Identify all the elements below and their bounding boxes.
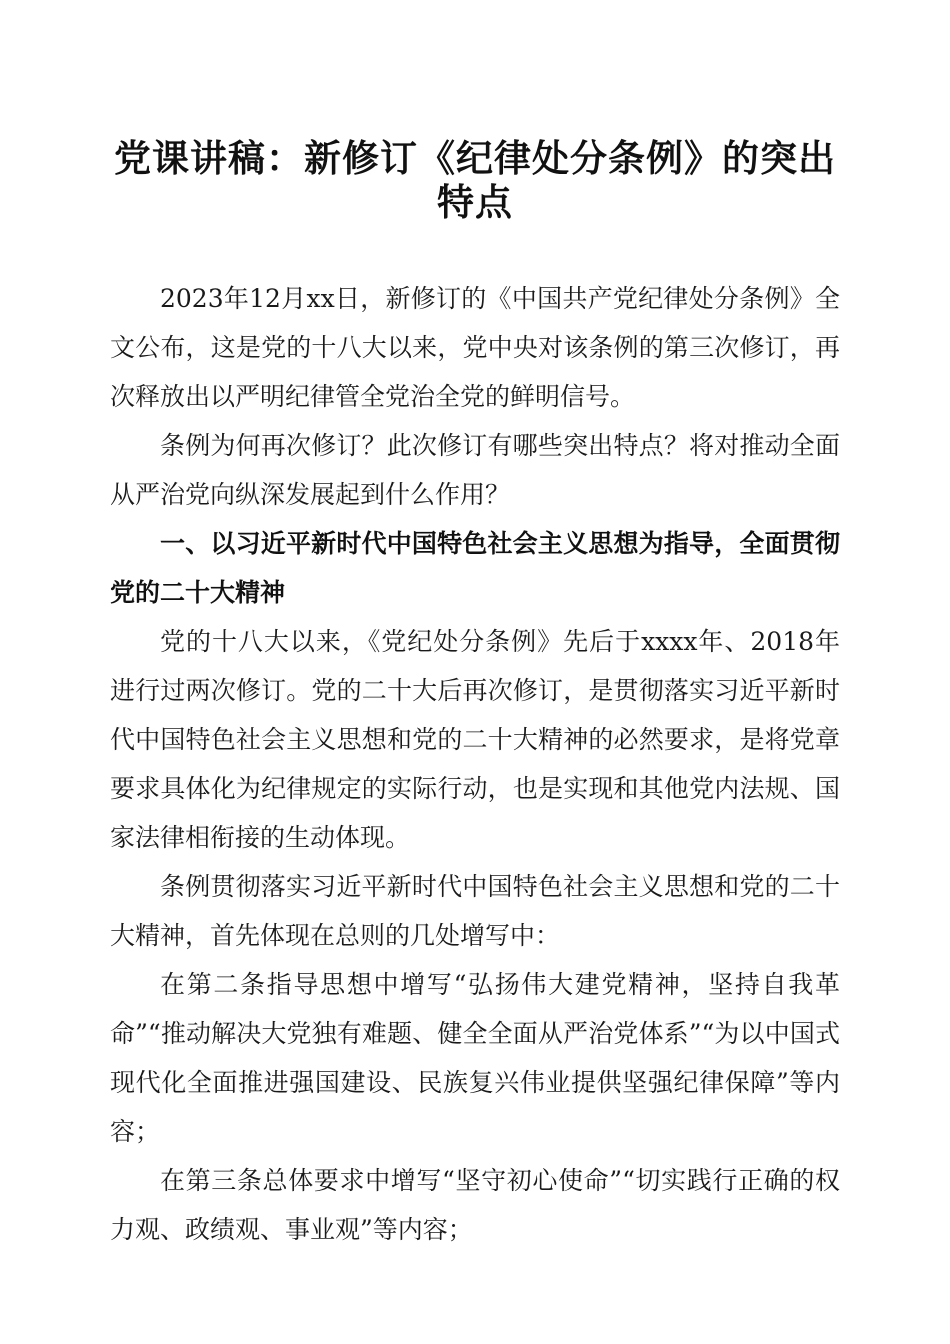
paragraph-article-3: 在第三条总体要求中增写“坚守初心使命”“切实践行正确的权力观、政绩观、事业观”等内容；: [110, 1166, 840, 1244]
paragraph-intro: 2023年12月xx日，新修订的《中国共产党纪律处分条例》全文公布，这是党的十八大以来，党中央对该条例的第三次修订，再次释放出以严明纪律管全党治全党的鲜明信号。: [110, 284, 840, 411]
paragraph-revision-history: 党的十八大以来，《党纪处分条例》先后于xxxx年、2018年进行过两次修订。党的二十大后再次修订，是贯彻落实习近平新时代中国特色社会主义思想和党的二十大精神的必然要求，是将党章要求具体化为纪律规定的实际行动，也是实现和其他党内法规、国家法律相衔接的生动体现。: [110, 627, 840, 852]
paragraph-general-provisions: 条例贯彻落实习近平新时代中国特色社会主义思想和党的二十大精神，首先体现在总则的几处增写中：: [110, 872, 840, 950]
document-title: 党课讲稿：新修订《纪律处分条例》的突出特点: [114, 136, 836, 224]
section-heading-1: 一、以习近平新时代中国特色社会主义思想为指导，全面贯彻党的二十大精神: [110, 529, 840, 607]
document-body: [110, 274, 840, 1254]
paragraph-article-2: 在第二条指导思想中增写“弘扬伟大建党精神，坚持自我革命”“推动解决大党独有难题、健全全面从严治党体系”“为以中国式现代化全面推进强国建设、民族复兴伟业提供坚强纪律保障”等内容；: [110, 970, 840, 1146]
paragraph-questions: 条例为何再次修订？此次修订有哪些突出特点？将对推动全面从严治党向纵深发展起到什么作用？: [110, 431, 840, 509]
